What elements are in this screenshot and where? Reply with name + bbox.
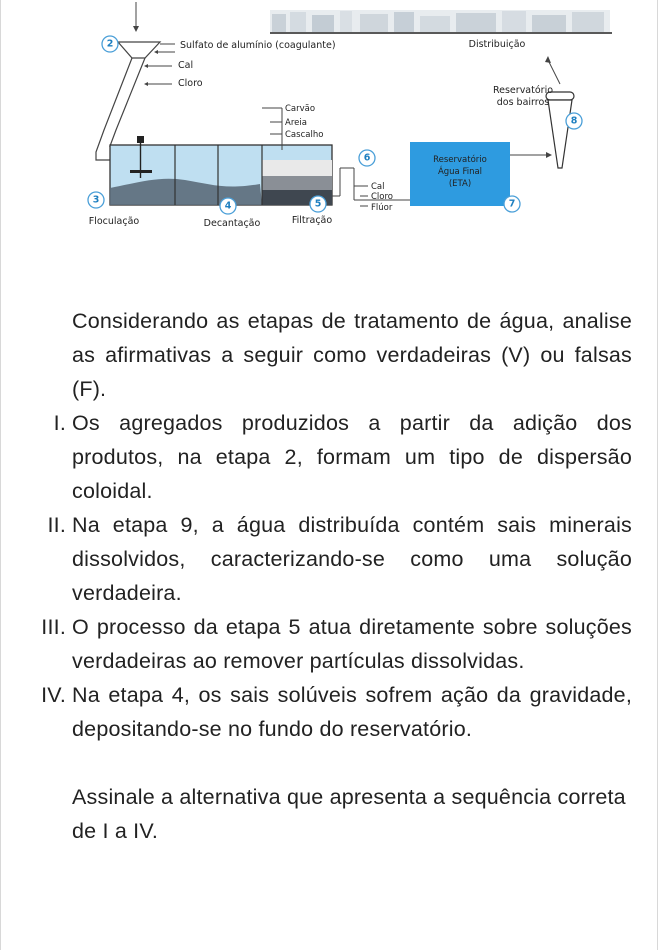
- chlorine-label: Cloro: [178, 78, 203, 89]
- lime-label: Cal: [178, 60, 194, 71]
- statement-item: [28, 610, 632, 678]
- final-reservoir-line-3: (ETA): [448, 179, 472, 189]
- coagulant-label: Sulfato de alumínio (coagulante): [180, 40, 336, 51]
- filter-layer-gravel: Cascalho: [285, 130, 324, 140]
- statement-text: O processo da etapa 5 atua diretamente sobre soluções verdadeiras ao remover partículas dissolvidas.: [72, 615, 632, 673]
- question-block: [28, 304, 632, 848]
- statement-item: [28, 406, 632, 508]
- svg-text:7: 7: [508, 198, 516, 210]
- neighborhood-reservoir-line-2: dos bairros: [496, 97, 550, 108]
- svg-text:3: 3: [92, 194, 100, 206]
- filter-layer-charcoal: Carvão: [285, 104, 316, 114]
- final-input-fluoride: Flúor: [371, 203, 393, 213]
- statement-number: I.: [53, 411, 66, 435]
- statement-number: IV.: [41, 683, 66, 707]
- svg-text:2: 2: [106, 38, 114, 50]
- question-closing: Assinale a alternativa que apresenta a sequência correta de I a IV.: [72, 785, 626, 843]
- final-reservoir-line-1: Reservatório: [433, 155, 487, 165]
- statement-text: Na etapa 9, a água distribuída contém sais minerais dissolvidos, caracterizando-se como uma solução verdadeira.: [72, 513, 632, 605]
- question-intro: Considerando as etapas de tratamento de água, analise as afirmativas a seguir como verdadeiras (V) ou falsas (F).: [72, 309, 632, 401]
- statement-text: Os agregados produzidos a partir da adição dos produtos, na etapa 2, formam um tipo de dispersão coloidal.: [72, 411, 632, 503]
- stage-badge-8: [566, 113, 582, 129]
- statement-item: [28, 678, 632, 746]
- stage-badge-2: [102, 36, 118, 52]
- final-input-lime: Cal: [371, 182, 385, 192]
- stage-filtration-label: Filtração: [291, 215, 333, 226]
- svg-text:6: 6: [363, 152, 371, 164]
- stage-decantation-label: Decantação: [203, 218, 261, 229]
- city-skyline: [270, 10, 612, 33]
- final-reservoir-line-2: Água Final: [437, 167, 483, 177]
- water-treatment-diagram: [0, 0, 658, 250]
- neighborhood-reservoir-line-1: Reservatório: [492, 85, 554, 96]
- svg-text:5: 5: [314, 198, 322, 210]
- treatment-tank: [110, 136, 332, 205]
- neighborhood-reservoir-tower: [546, 92, 574, 168]
- svg-text:4: 4: [224, 200, 232, 212]
- statement-text: Na etapa 4, os sais solúveis sofrem ação da gravidade, depositando-se no fundo do reservatório.: [72, 683, 632, 741]
- distribution-label: Distribuição: [468, 39, 526, 50]
- stage-badge-7: [504, 196, 520, 212]
- filter-layer-sand: Areia: [285, 118, 307, 128]
- stage-badge-3: [88, 192, 104, 208]
- statement-number: II.: [47, 513, 66, 537]
- final-input-chlorine: Cloro: [371, 192, 394, 202]
- stage-badge-5: [310, 196, 326, 212]
- statement-number: III.: [41, 615, 66, 639]
- final-reservoir: [410, 142, 510, 206]
- svg-text:8: 8: [570, 115, 578, 127]
- mixing-funnel: [96, 42, 175, 160]
- statement-item: [28, 508, 632, 610]
- stage-flocculation-label: Floculação: [88, 216, 140, 227]
- stage-badge-6: [359, 150, 375, 166]
- stage-badge-4: [220, 198, 236, 214]
